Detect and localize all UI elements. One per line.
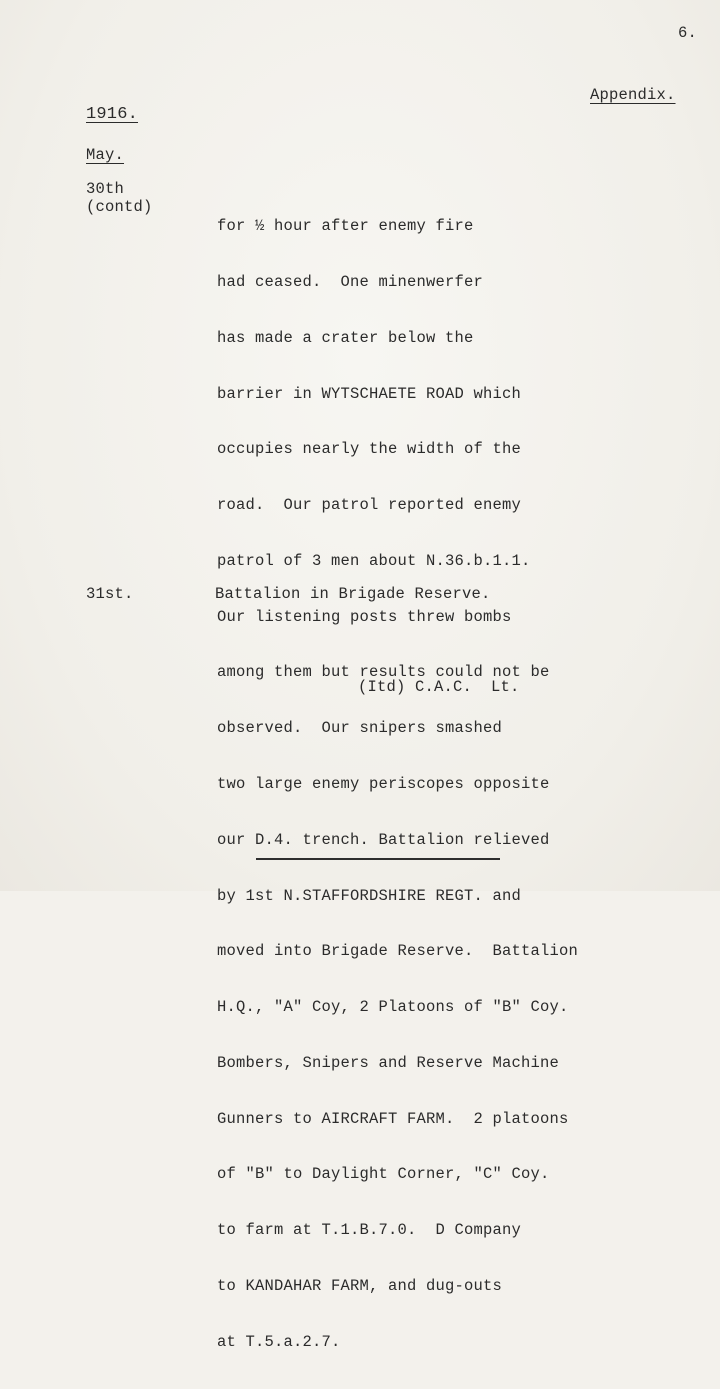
entry-line: had ceased. One minenwerfer bbox=[217, 272, 484, 291]
entry-line: occupies nearly the width of the bbox=[217, 440, 522, 459]
entry-line: of "B" to Daylight Corner, "C" Coy. bbox=[217, 1165, 550, 1184]
entry-line: barrier in WYTSCHAETE ROAD which bbox=[217, 384, 522, 403]
entry-line: has made a crater below the bbox=[217, 328, 474, 347]
entry-line: Bombers, Snipers and Reserve Machine bbox=[217, 1053, 560, 1072]
entry-line: for ½ hour after enemy fire bbox=[217, 217, 474, 236]
entry-line: among them but results could not be bbox=[217, 663, 550, 682]
appendix-heading: Appendix. bbox=[590, 86, 676, 104]
entry-line: H.Q., "A" Coy, 2 Platoons of "B" Coy. bbox=[217, 998, 569, 1017]
entry-date-continued: (contd) bbox=[86, 198, 153, 216]
entry-line: at T.5.a.2.7. bbox=[217, 1332, 341, 1351]
entry-line: to KANDAHAR FARM, and dug-outs bbox=[217, 1277, 503, 1296]
month-heading: May. bbox=[86, 146, 125, 164]
entry-line: road. Our patrol reported enemy bbox=[217, 496, 522, 515]
entry-line: moved into Brigade Reserve. Battalion bbox=[217, 942, 579, 961]
page-number: 6. bbox=[678, 24, 698, 42]
entry-line: by 1st N.STAFFORDSHIRE REGT. and bbox=[217, 886, 522, 905]
entry-line: Gunners to AIRCRAFT FARM. 2 platoons bbox=[217, 1109, 569, 1128]
entry-line: Our listening posts threw bombs bbox=[217, 607, 512, 626]
entry-line: observed. Our snipers smashed bbox=[217, 719, 503, 738]
entry-body: Battalion in Brigade Reserve. bbox=[215, 585, 491, 603]
entry-line: two large enemy periscopes opposite bbox=[217, 775, 550, 793]
entry-date: 30th bbox=[86, 180, 125, 198]
entry-body bbox=[217, 180, 578, 1389]
signature: (Itd) C.A.C. Lt. bbox=[358, 678, 520, 696]
entry-date: 31st. bbox=[86, 585, 134, 603]
entry-line: patrol of 3 men about N.36.b.1.1. bbox=[217, 551, 531, 570]
entry-line: our D.4. trench. Battalion relieved bbox=[217, 830, 550, 849]
year-heading: 1916. bbox=[86, 105, 139, 124]
entry-line: to farm at T.1.B.7.0. D Company bbox=[217, 1221, 522, 1240]
bottom-rule bbox=[256, 858, 500, 860]
